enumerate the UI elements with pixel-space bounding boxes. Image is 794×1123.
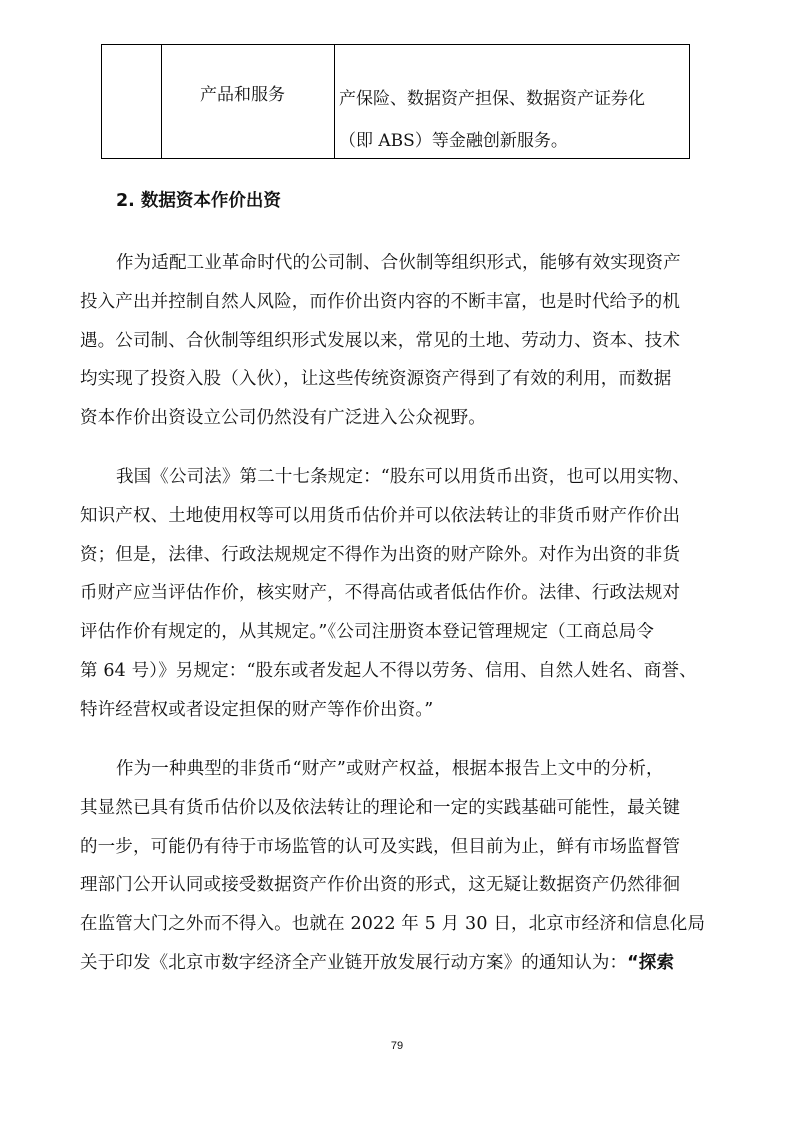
paragraph-line: 遇。公司制、合伙制等组织形式发展以来，常见的土地、劳动力、资本、技术 — [80, 330, 681, 351]
paragraph-line: 在监管大门之外而不得入。也就在 2022 年 5 月 30 日，北京市经济和信息化局 — [80, 914, 706, 935]
paragraph-line: 评估作价有规定的，从其规定。”《公司注册资本登记管理规定（工商总局令 — [80, 622, 655, 643]
page-number: 79 — [390, 1040, 404, 1052]
paragraph-line: 均实现了投资入股（入伙），让这些传统资源资产得到了有效的利用，而数据 — [80, 369, 672, 390]
paragraph-line-text: 关于印发《北京市数字经济全产业链开放发展行动方案》的通知认为： — [80, 952, 628, 973]
paragraph — [80, 244, 720, 438]
paragraph-line: 其显然已具有货币估价以及依法转让的理论和一定的实践基础可能性，最关键 — [80, 797, 681, 818]
paragraph-line: 特许经营权或者设定担保的财产等作价出资。” — [80, 699, 434, 720]
paragraph-line: 理部门公开认同或接受数据资产作价出资的形式，这无疑让数据资产仍然徘徊 — [80, 875, 681, 896]
bold-quote-start: “探索 — [627, 952, 675, 973]
paragraph — [80, 458, 720, 730]
paragraph-line — [80, 944, 720, 983]
paragraph-line: 我国《公司法》第二十七条规定：“股东可以用货币出资，也可以用实物、 — [116, 467, 690, 487]
table-cell-content-line: 产保险、数据资产担保、数据资产证券化 — [339, 89, 645, 109]
table-cell-label: 产品和服务 — [200, 85, 285, 105]
table-column-divider — [334, 45, 335, 158]
table-column-divider — [161, 45, 162, 158]
paragraph-line: 资；但是，法律、行政法规规定不得作为出资的财产除外。对作为出资的非货 — [80, 544, 681, 565]
section-heading: 2. 数据资本作价出资 — [116, 191, 281, 211]
paragraph — [80, 750, 720, 983]
paragraph-line: 知识产权、土地使用权等可以用货币估价并可以依法转让的非货币财产作价出 — [80, 505, 681, 526]
paragraph-line: 投入产出并控制自然人风险，而作价出资内容的不断丰富，也是时代给予的机 — [80, 291, 681, 312]
paragraph-line: 第 64 号）》另规定：“股东或者发起人不得以劳务、信用、自然人姓名、商誉、 — [80, 660, 697, 681]
paragraph-line: 作为一种典型的非货币“财产”或财产权益，根据本报告上文中的分析， — [116, 759, 664, 779]
paragraph-line: 作为适配工业革命时代的公司制、合伙制等组织形式，能够有效实现资产 — [116, 253, 681, 273]
paragraph-line: 的一步，可能仍有待于市场监管的认可及实践，但目前为止，鲜有市场监督管 — [80, 836, 681, 857]
paragraph-line: 币财产应当评估作价，核实财产，不得高估或者低估作价。法律、行政法规对 — [80, 583, 681, 604]
paragraph-line: 资本作价出资设立公司仍然没有广泛进入公众视野。 — [80, 408, 486, 429]
table-cell-content-line: （即 ABS）等金融创新服务。 — [339, 131, 568, 151]
